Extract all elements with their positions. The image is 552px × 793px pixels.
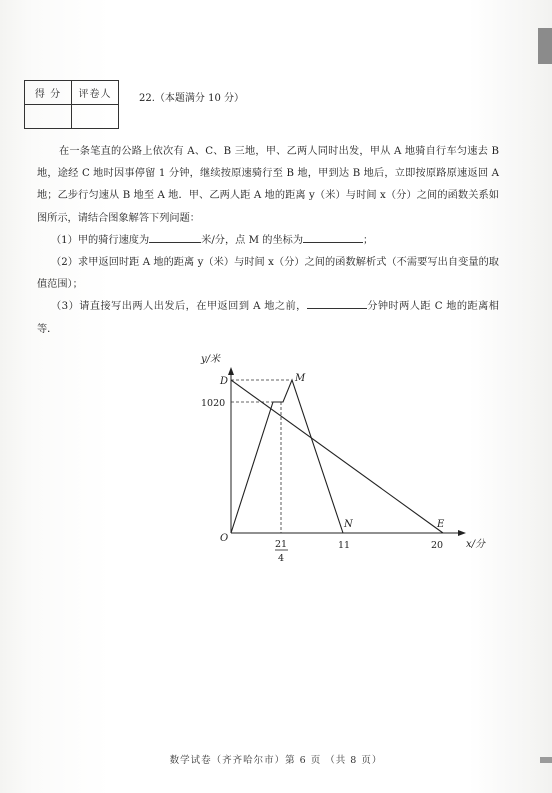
- x-axis-label: x/分: [466, 539, 486, 550]
- question-heading: 22.（本题满分 10 分）: [139, 93, 244, 104]
- q1-text-c: ；: [363, 234, 374, 246]
- x-tick-11: 11: [337, 540, 351, 551]
- x-tick-fraction-numerator: 21: [274, 539, 288, 550]
- point-d-label: D: [220, 376, 229, 387]
- q3-text-a: （3）请直接写出两人出发后，在甲返回到 A 地之前，: [51, 301, 307, 313]
- cyclist-graph-line: [231, 380, 343, 533]
- point-m-label: M: [295, 373, 306, 384]
- subquestion-2: （2）求甲返回时距 A 地的距离 y（米）与时间 x（分）之间的函数解析式（不需要写出自变量的取值范围）；: [37, 257, 499, 291]
- page-footer: 数学试卷（齐齐哈尔市）第 6 页 （共 8 页）: [169, 755, 383, 766]
- x-tick-20: 20: [430, 540, 444, 551]
- y-axis-arrow-icon: [228, 367, 234, 375]
- grader-header: 评卷人: [72, 81, 119, 105]
- q3-text-b: 分钟时两人距 C 地的距离相等．: [37, 301, 499, 335]
- walker-graph-line: [231, 380, 443, 533]
- q1-text-a: （1）甲的骑行速度为: [51, 234, 150, 246]
- origin-label: O: [220, 533, 229, 544]
- y-axis-label: y/米: [201, 354, 221, 365]
- q1-text-b: 米/分，点 M 的坐标为: [201, 234, 304, 246]
- y-tick-1020: 1020: [201, 398, 226, 409]
- point-n-label: N: [344, 519, 353, 530]
- question-intro: 在一条笔直的公路上依次有 A、C、B 三地，甲、乙两人同时出发，甲从 A 地骑自行车匀速去 B 地，途经 C 地时因事停留 1 分钟，继续按原速骑行至 B 地，甲到达 B 地后，立即按原路原速返回 A 地；乙步行匀速从 B 地至 A 地．甲、乙两人距 A 地的距离 y（米）与时间 x（分）之间的函数关系如图所示，请结合图象解答下列问题：: [37, 146, 499, 224]
- x-axis-arrow-icon: [458, 530, 466, 536]
- point-e-label: E: [437, 519, 445, 530]
- x-tick-fraction-denominator: 4: [277, 553, 285, 564]
- score-header: 得 分: [25, 81, 72, 105]
